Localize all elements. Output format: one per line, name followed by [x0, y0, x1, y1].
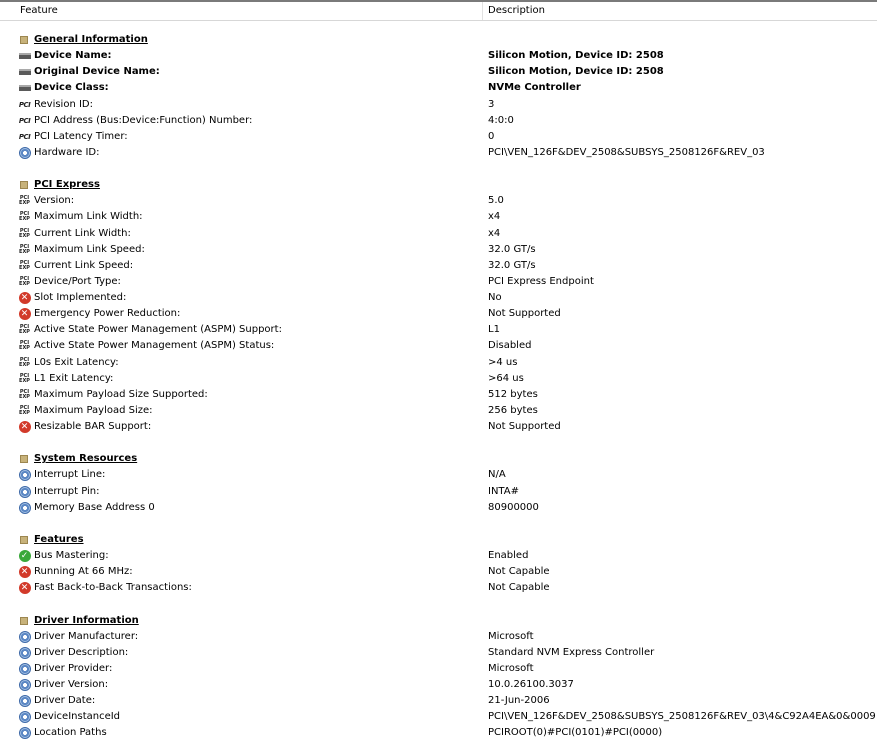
property-value: Silicon Motion, Device ID: 2508: [488, 50, 664, 62]
property-value: x4: [488, 227, 501, 239]
row-spacer: [0, 161, 877, 177]
gear-icon: [18, 486, 31, 498]
property-label: Driver Description:: [34, 646, 129, 658]
property-label: Version:: [34, 195, 75, 207]
gear-icon: [18, 663, 31, 675]
property-value: 512 bytes: [488, 388, 538, 400]
property-row[interactable]: [0, 645, 877, 661]
property-label: Original Device Name:: [34, 66, 160, 78]
list-header: [0, 2, 877, 21]
property-row[interactable]: [0, 580, 877, 596]
column-divider[interactable]: [482, 2, 483, 20]
section-title: Driver Information: [34, 614, 139, 626]
property-value: 32.0 GT/s: [488, 243, 536, 255]
gear-icon: [18, 727, 31, 739]
pci-express-icon: PCI EXP: [19, 243, 30, 255]
property-row[interactable]: [0, 548, 877, 564]
gear-icon: [18, 679, 31, 691]
property-label: PCI Address (Bus:Device:Function) Number:: [34, 114, 253, 126]
property-label: Bus Mastering:: [34, 550, 109, 561]
pci-express-icon: PCI EXP: [19, 324, 30, 336]
property-row[interactable]: [0, 709, 877, 725]
property-label: Maximum Payload Size Supported:: [34, 388, 208, 400]
property-value: 21-Jun-2006: [488, 695, 550, 707]
property-row[interactable]: [0, 693, 877, 709]
property-row[interactable]: [0, 467, 877, 483]
row-spacer: [0, 596, 877, 612]
pci-icon: PCI: [18, 100, 31, 109]
property-label: Slot Implemented:: [34, 292, 127, 303]
check-icon: ✓: [18, 550, 31, 562]
property-label: DeviceInstanceId: [34, 711, 121, 723]
property-value: 256 bytes: [488, 404, 538, 416]
property-row[interactable]: [0, 355, 877, 371]
property-row[interactable]: [0, 322, 877, 338]
section-header[interactable]: [0, 613, 877, 629]
property-label: Interrupt Line:: [34, 469, 106, 481]
error-icon: ✕: [18, 582, 31, 594]
property-value: 3: [488, 98, 495, 110]
property-row[interactable]: [0, 484, 877, 500]
property-row[interactable]: [0, 113, 877, 129]
pci-express-icon: PCI EXP: [19, 211, 30, 223]
property-value: Not Supported: [488, 308, 561, 320]
property-label: Interrupt Pin:: [34, 485, 100, 497]
section-square-icon: [20, 536, 28, 544]
property-label: Fast Back-to-Back Transactions:: [34, 582, 192, 594]
property-row[interactable]: [0, 403, 877, 419]
property-label: Active State Power Management (ASPM) Support:: [34, 324, 282, 336]
property-label: Hardware ID:: [34, 146, 100, 158]
section-title: System Resources: [34, 453, 138, 465]
property-value: Microsoft: [488, 662, 534, 674]
pci-express-icon: PCI EXP: [19, 227, 30, 239]
device-icon: [18, 82, 31, 94]
property-label: Memory Base Address 0: [34, 501, 155, 513]
error-icon: ✕: [18, 308, 31, 320]
property-row[interactable]: [0, 725, 877, 741]
property-row[interactable]: [0, 274, 877, 290]
property-label: Device/Port Type:: [34, 275, 121, 287]
property-row[interactable]: [0, 387, 877, 403]
pci-express-icon: PCI EXP: [19, 372, 30, 384]
property-value: 4:0:0: [488, 114, 514, 126]
property-value: Not Capable: [488, 566, 550, 578]
section-header[interactable]: [0, 532, 877, 548]
property-row[interactable]: [0, 48, 877, 64]
section-square-icon: [20, 181, 28, 189]
gear-icon: [18, 631, 31, 643]
property-label: Maximum Payload Size:: [34, 404, 153, 416]
property-label: Current Link Width:: [34, 227, 131, 239]
property-value: PCI Express Endpoint: [488, 275, 594, 287]
property-row[interactable]: [0, 97, 877, 113]
property-row[interactable]: [0, 419, 877, 435]
property-label: Current Link Speed:: [34, 259, 134, 271]
property-value: >64 us: [488, 372, 524, 384]
property-row[interactable]: [0, 629, 877, 645]
row-spacer: [0, 516, 877, 532]
property-row[interactable]: [0, 677, 877, 693]
property-value: Standard NVM Express Controller: [488, 646, 655, 658]
property-label: PCI Latency Timer:: [34, 130, 128, 142]
section-square-icon: [20, 617, 28, 625]
device-icon: [18, 66, 31, 78]
pci-express-icon: PCI EXP: [19, 404, 30, 416]
property-label: Running At 66 MHz:: [34, 566, 133, 578]
pci-express-icon: PCI EXP: [19, 195, 30, 207]
pci-express-icon: PCI EXP: [19, 340, 30, 352]
pci-icon: PCI: [18, 132, 31, 141]
pci-icon: PCI: [18, 116, 31, 125]
property-label: Device Class:: [34, 82, 109, 94]
property-list: [0, 32, 877, 742]
property-row[interactable]: [0, 338, 877, 354]
property-value: INTA#: [488, 485, 519, 497]
property-value: 80900000: [488, 501, 539, 513]
property-row[interactable]: [0, 564, 877, 580]
gear-icon: [18, 469, 31, 481]
property-value: Not Supported: [488, 421, 561, 432]
property-value: 5.0: [488, 195, 504, 207]
property-row[interactable]: [0, 306, 877, 322]
column-header-feature[interactable]: Feature: [20, 5, 58, 16]
pci-express-icon: PCI EXP: [19, 388, 30, 400]
property-value: Enabled: [488, 550, 529, 561]
property-label: Driver Date:: [34, 695, 96, 707]
error-icon: ✕: [18, 566, 31, 578]
property-row[interactable]: [0, 209, 877, 225]
property-value: L1: [488, 324, 500, 336]
property-label: Resizable BAR Support:: [34, 421, 152, 432]
property-value: NVMe Controller: [488, 82, 581, 94]
property-row[interactable]: [0, 193, 877, 209]
property-value: PCI\VEN_126F&DEV_2508&SUBSYS_2508126F&REV_03: [488, 146, 765, 158]
pci-express-icon: PCI EXP: [19, 356, 30, 368]
property-row[interactable]: [0, 661, 877, 677]
gear-icon: [18, 147, 31, 159]
row-spacer: [0, 435, 877, 451]
property-row[interactable]: [0, 226, 877, 242]
property-value: 10.0.26100.3037: [488, 679, 574, 690]
section-header[interactable]: [0, 177, 877, 193]
property-label: Driver Version:: [34, 679, 109, 690]
gear-icon: [18, 502, 31, 514]
property-value: 0: [488, 130, 495, 142]
pci-express-icon: PCI EXP: [19, 259, 30, 271]
section-square-icon: [20, 36, 28, 44]
error-icon: ✕: [18, 292, 31, 304]
property-value: 32.0 GT/s: [488, 259, 536, 271]
property-row[interactable]: [0, 242, 877, 258]
pci-express-icon: PCI EXP: [19, 275, 30, 287]
device-icon: [18, 50, 31, 62]
property-label: Active State Power Management (ASPM) Status:: [34, 340, 275, 352]
property-value: No: [488, 292, 502, 303]
property-value: >4 us: [488, 356, 518, 368]
property-row[interactable]: [0, 129, 877, 145]
property-label: L1 Exit Latency:: [34, 372, 114, 384]
property-value: x4: [488, 211, 501, 223]
section-title: PCI Express: [34, 179, 100, 191]
property-value: PCIROOT(0)#PCI(0101)#PCI(0000): [488, 727, 663, 739]
property-label: Maximum Link Width:: [34, 211, 143, 223]
property-value: Not Capable: [488, 582, 550, 594]
property-label: Device Name:: [34, 50, 112, 62]
property-value: N/A: [488, 469, 506, 481]
property-value: PCI\VEN_126F&DEV_2508&SUBSYS_2508126F&REV_03\4&C92A4EA&0&0009: [488, 711, 876, 723]
property-row[interactable]: [0, 145, 877, 161]
error-icon: ✕: [18, 421, 31, 433]
property-row[interactable]: [0, 64, 877, 80]
property-value: Microsoft: [488, 630, 534, 642]
property-value: Silicon Motion, Device ID: 2508: [488, 66, 664, 78]
property-label: Driver Manufacturer:: [34, 630, 139, 642]
property-label: Driver Provider:: [34, 662, 113, 674]
property-label: Maximum Link Speed:: [34, 243, 145, 255]
property-value: Disabled: [488, 340, 532, 352]
property-row[interactable]: [0, 258, 877, 274]
property-label: Revision ID:: [34, 98, 93, 110]
property-row[interactable]: [0, 371, 877, 387]
property-row[interactable]: [0, 80, 877, 96]
section-header[interactable]: [0, 451, 877, 467]
gear-icon: [18, 711, 31, 723]
section-square-icon: [20, 455, 28, 463]
gear-icon: [18, 695, 31, 707]
column-header-description[interactable]: Description: [488, 5, 545, 16]
section-header[interactable]: [0, 32, 877, 48]
property-row[interactable]: [0, 290, 877, 306]
property-label: L0s Exit Latency:: [34, 356, 119, 368]
property-row[interactable]: [0, 500, 877, 516]
property-label: Emergency Power Reduction:: [34, 308, 181, 320]
section-title: General Information: [34, 34, 148, 45]
section-title: Features: [34, 533, 84, 545]
gear-icon: [18, 647, 31, 659]
property-label: Location Paths: [34, 727, 107, 739]
